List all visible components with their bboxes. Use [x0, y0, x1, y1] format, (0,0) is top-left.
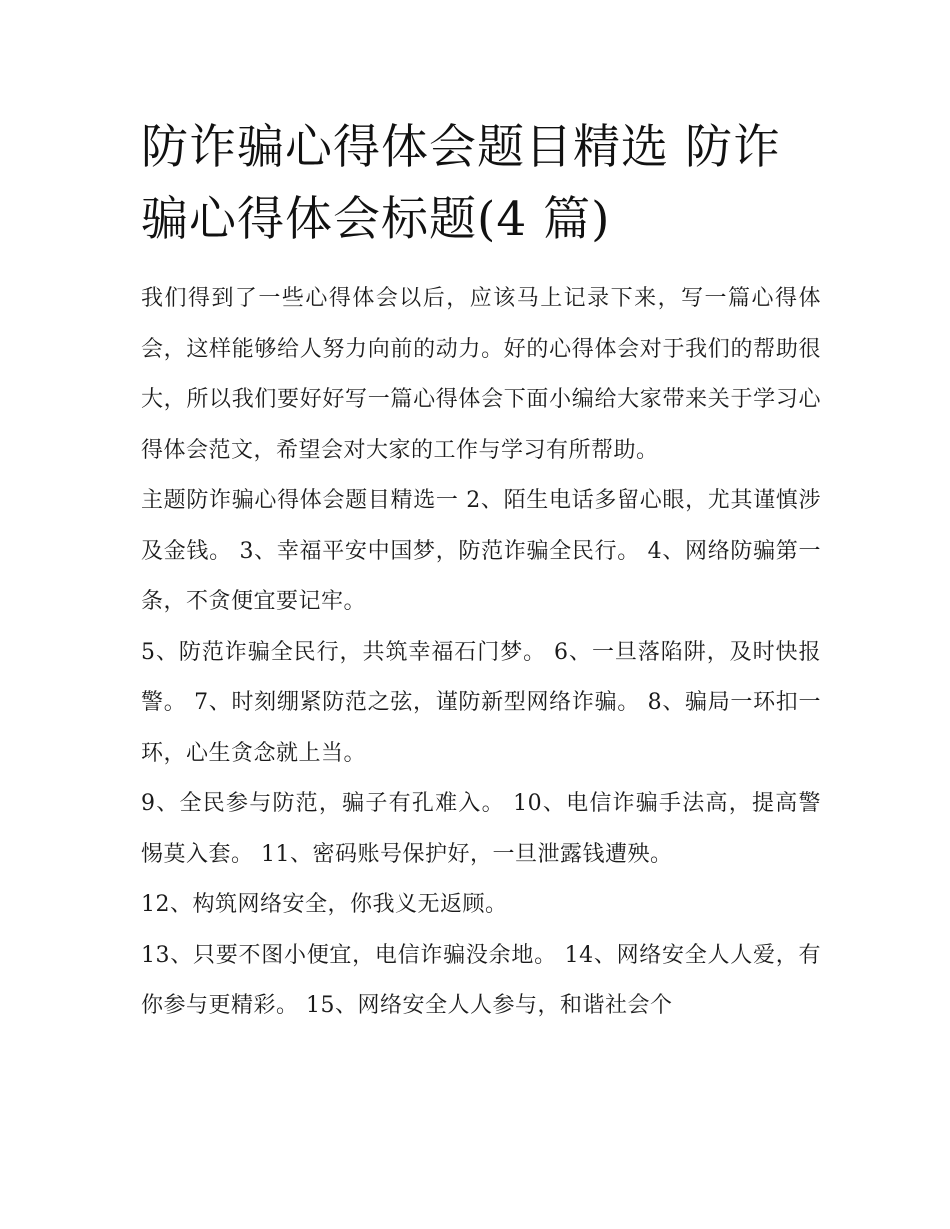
document-title: 防诈骗心得体会题目精选 防诈骗心得体会标题(4 篇) [141, 120, 781, 247]
slogan-paragraph-4: 12、构筑网络安全，你我义无返顾。 [141, 892, 508, 917]
slogan-paragraph-2: 5、防范诈骗全民行，共筑幸福石门梦。 6、一旦落陷阱，及时快报警。 7、时刻绷紧防范之弦，谨防新型网络诈骗。 8、骗局一环扣一环，心生贪念就上当。 [141, 639, 821, 766]
slogan-paragraph-3: 9、全民参与防范，骗子有孔难入。 10、电信诈骗手法高，提高警惕莫入套。 11、密码账号保护好，一旦泄露钱遭殃。 [141, 791, 821, 867]
slogan-paragraph-5: 13、只要不图小便宜，电信诈骗没余地。 14、网络安全人人爱，有你参与更精彩。 15、网络安全人人参与，和谐社会个 [141, 942, 821, 1018]
document-body [141, 112, 821, 1032]
intro-paragraph: 我们得到了一些心得体会以后，应该马上记录下来，写一篇心得体会，这样能够给人努力向前的动力。好的心得体会对于我们的帮助很大，所以我们要好好写一篇心得体会下面小编给大家带来关于学习心得体会范文，希望会对大家的工作与学习有所帮助。 [141, 286, 821, 463]
slogan-paragraph-1: 主题防诈骗心得体会题目精选一 2、陌生电话多留心眼，尤其谨慎涉及金钱。 3、幸福平安中国梦，防范诈骗全民行。 4、网络防骗第一条，不贪便宜要记牢。 [141, 488, 821, 614]
